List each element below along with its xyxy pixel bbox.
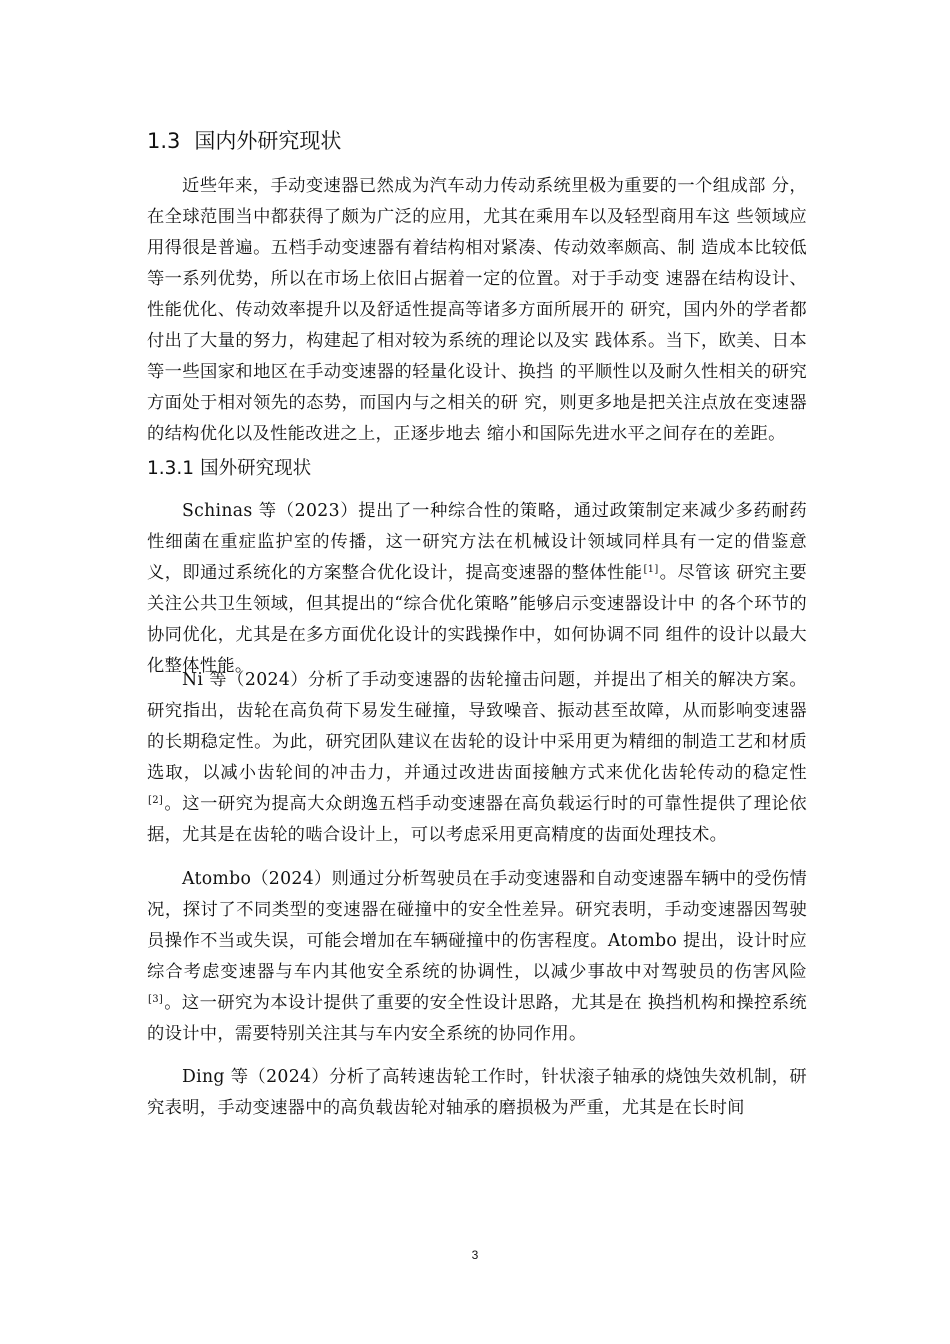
subsection-title: 国外研究现状 [200, 458, 312, 479]
section-title: 国内外研究现状 [194, 129, 342, 153]
paragraph-text: 。尽管该 研究主要关注公共卫生领域，但其提出的“综合优化策略”能够启示变速器设计中 的各个环节的协同优化，尤其是在多方面优化设计的实践操作中，如何协调不同 组件的设计以最大化整体性能。 [147, 563, 807, 676]
paragraph-text: Ni 等（2024）分析了手动变速器的齿轮撞击问题，并提出了相关的解决方案。研究指出，齿轮在高负荷下易发生碰撞，导致噪音、振动甚至故障，从而影响变速器的长期稳定性。为此，研究团队建议在齿轮的设计中采用更为精细的制造工艺和材质选取，以减小齿轮间的冲击力，并通过改进齿面接触方式来优化齿轮传动的稳定性 [147, 670, 807, 783]
paragraph-atombo [147, 864, 807, 1050]
paragraph-text: 。这一研究为本设计提供了重要的安全性设计思路，尤其是在 换挡机构和操控系统的设计中，需要特别关注其与车内安全系统的协同作用。 [147, 993, 807, 1044]
paragraph-text: Schinas 等（2023）提出了一种综合性的策略，通过政策制定来减少多药耐药性细菌在重症监护室的传播，这一研究方法在机械设计领域同样具有一定的借鉴意义，即通过系统化的方案整合优化设计，提高变速器的整体性能 [147, 501, 807, 583]
citation-3: [3] [148, 994, 164, 1005]
paragraph-ni [147, 665, 807, 851]
citation-1: [1] [643, 564, 659, 575]
section-heading [147, 126, 341, 156]
section-number: 1.3 [147, 129, 181, 153]
paragraph-schinas [147, 496, 807, 682]
subsection-number: 1.3.1 [147, 458, 195, 479]
subsection-heading [147, 455, 311, 483]
citation-2: [2] [148, 795, 164, 806]
page-number: 3 [471, 1248, 479, 1262]
paragraph-text: 。这一研究为提高大众朗逸五档手动变速器在高负载运行时的可靠性提供了理论依据，尤其是在齿轮的啮合设计上，可以考虑采用更高精度的齿面处理技术。 [147, 794, 807, 845]
intro-paragraph: 近些年来，手动变速器已然成为汽车动力传动系统里极为重要的一个组成部 分，在全球范围当中都获得了颇为广泛的应用，尤其在乘用车以及轻型商用车这 些领域应用得很是普遍。五档手动变速器有着结构相对紧凑、传动效率颇高、制 造成本比较低等一系列优势，所以在市场上依旧占据着一定的位置。对于手动变 速器在结构设计、性能优化、传动效率提升以及舒适性提高等诸多方面所展开的 研究，国内外的学者都付出了大量的努力，构建起了相对较为系统的理论以及实 践体系。当下，欧美、日本等一些国家和地区在手动变速器的轻量化设计、换挡 的平顺性以及耐久性相关的研究方面处于相对领先的态势，而国内与之相关的研 究，则更多地是把关注点放在变速器的结构优化以及性能改进之上，正逐步地去 缩小和国际先进水平之间存在的差距。 [147, 176, 807, 444]
paragraph-ding: Ding 等（2024）分析了高转速齿轮工作时，针状滚子轴承的烧蚀失效机制，研究表明，手动变速器中的高负载齿轮对轴承的磨损极为严重，尤其是在长时间 [147, 1067, 807, 1118]
paragraph-text: Atombo（2024）则通过分析驾驶员在手动变速器和自动变速器车辆中的受伤情况，探讨了不同类型的变速器在碰撞中的安全性差异。研究表明，手动变速器因驾驶员操作不当或失误，可能会增加在车辆碰撞中的伤害程度。Atombo 提出，设计时应综合考虑变速器与车内其他安全系统的协调性，以减少事故中对驾驶员的伤害风险 [147, 869, 807, 982]
